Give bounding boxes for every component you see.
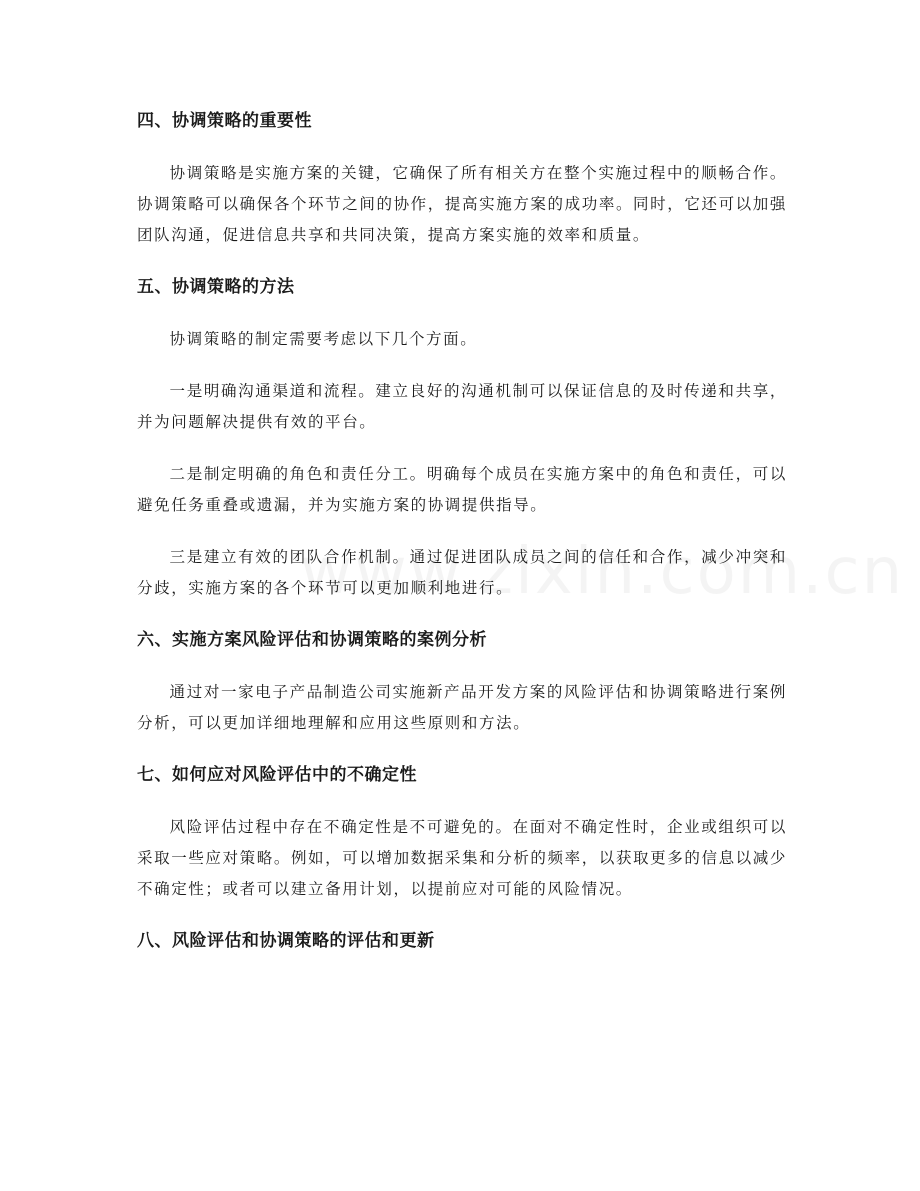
section-7-paragraph-1: 风险评估过程中存在不确定性是不可避免的。在面对不确定性时，企业或组织可以采取一些应对策略。例如，可以增加数据采集和分析的频率，以获取更多的信息以减少不确定性；或者可以建立备用计划，以提前应对可能的风险情况。	[137, 818, 787, 898]
section-heading-6: 六、实施方案风险评估和协调策略的案例分析	[137, 630, 487, 650]
section-heading-4: 四、协调策略的重要性	[137, 111, 312, 131]
section-5-paragraph-3: 二是制定明确的角色和责任分工。明确每个成员在实施方案中的角色和责任，可以避免任务重叠或遗漏，并为实施方案的协调提供指导。	[137, 465, 787, 514]
section-heading-7: 七、如何应对风险评估中的不确定性	[137, 765, 417, 785]
section-5-paragraph-1: 协调策略的制定需要考虑以下几个方面。	[169, 330, 478, 348]
section-5-paragraph-2: 一是明确沟通渠道和流程。建立良好的沟通机制可以保证信息的及时传递和共享，并为问题解决提供有效的平台。	[137, 382, 787, 431]
section-5-paragraph-4: 三是建立有效的团队合作机制。通过促进团队成员之间的信任和合作，减少冲突和分歧，实施方案的各个环节可以更加顺利地进行。	[137, 548, 787, 597]
section-heading-5: 五、协调策略的方法	[137, 277, 295, 297]
section-6-paragraph-1: 通过对一家电子产品制造公司实施新产品开发方案的风险评估和协调策略进行案例分析，可以更加详细地理解和应用这些原则和方法。	[137, 683, 787, 732]
document-body	[137, 106, 787, 956]
section-heading-8: 八、风险评估和协调策略的评估和更新	[137, 931, 435, 951]
section-4-paragraph-1: 协调策略是实施方案的关键，它确保了所有相关方在整个实施过程中的顺畅合作。协调策略可以确保各个环节之间的协作，提高实施方案的成功率。同时，它还可以加强团队沟通，促进信息共享和共同决策，提高方案实施的效率和质量。	[137, 164, 787, 244]
